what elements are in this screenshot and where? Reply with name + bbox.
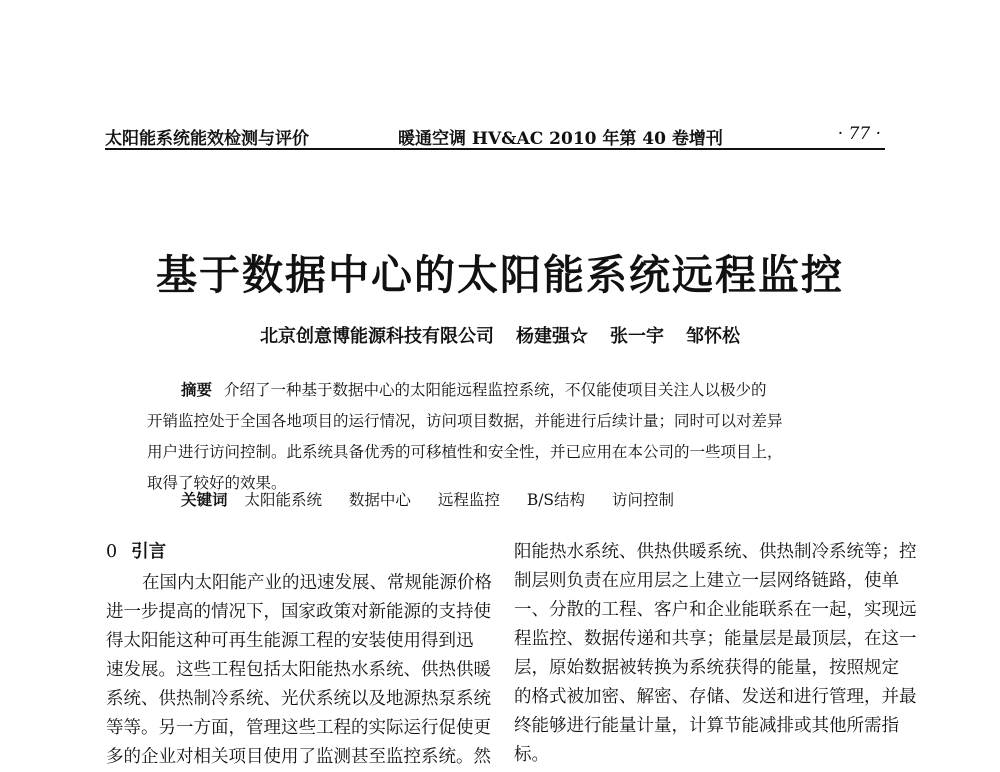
author-name: 杨建强☆ [516,326,588,347]
author-line [0,322,1000,348]
abstract-line: 开销监控处于全国各地项目的运行情况，访问项目数据，并能进行后续计量；同时可以对差异 [147,412,783,430]
keyword: 数据中心 [348,491,411,509]
keyword: B/S结构 [526,491,586,509]
body-line: 程监控、数据传递和共享；能量层是最顶层，在这一 [514,629,917,649]
abstract-line: 取得了较好的效果。 [147,474,287,492]
body-line: 的格式被加密、解密、存储、发送和进行管理，并最 [514,687,917,707]
author-name: 邹怀松 [686,326,740,347]
header-section: 太阳能系统能效检测与评价 [105,129,309,149]
body-line: 终能够进行能量计量，计算节能减排或其他所需指 [514,716,899,736]
abstract-label: 摘要 [181,380,213,399]
body-line: 标。 [514,745,549,765]
body-column-left [106,538,491,772]
abstract [147,374,859,499]
section-title: 引言 [131,542,167,562]
header-page-number: · 77 · [837,124,881,144]
paper-title: 基于数据中心的太阳能系统远程监控 [156,251,844,299]
body-line: 层，原始数据被转换为系统获得的能量，按照规定 [514,658,899,678]
header-journal: 暖通空调 HV&AC 2010 年第 40 卷增刊 [398,129,723,149]
section-number: 0 [106,542,118,562]
body-line: 进一步提高的情况下，国家政策对新能源的支持使 [106,602,491,622]
section-heading [106,538,491,567]
keyword: 太阳能系统 [244,491,322,509]
body-line: 制层则负责在应用层之上建立一层网络链路，使单 [514,571,899,591]
body-column-right [514,538,917,770]
body-line: 一、分散的工程、客户和企业能联系在一起，实现远 [514,600,917,620]
body-line: 等等。另一方面，管理这些工程的实际运行促使更 [106,718,491,738]
body-line: 多的企业对相关项目使用了监测甚至监控系统。然 [106,747,491,767]
keyword: 远程监控 [437,491,500,509]
body-line: 阳能热水系统、供热供暖系统、供热制冷系统等；控 [514,542,917,562]
affiliation: 北京创意博能源科技有限公司 [260,326,494,347]
keywords [181,488,696,510]
body-line: 系统、供热制冷系统、光伏系统以及地源热泵系统 [106,689,491,709]
abstract-line: 用户进行访问控制。此系统具备优秀的可移植性和安全性，并已应用在本公司的一些项目上， [147,443,783,461]
body-line: 速发展。这些工程包括太阳能热水系统、供热供暖 [106,660,491,680]
abstract-line: 摘要 介绍了一种基于数据中心的太阳能远程监控系统，不仅能使项目关注人以极少的 [181,380,767,399]
keyword: 访问控制 [611,491,674,509]
keywords-label: 关键词 [181,490,228,509]
body-line: 得太阳能这种可再生能源工程的安装使用得到迅 [106,631,474,651]
running-header [105,118,885,150]
body-line: 在国内太阳能产业的迅速发展、常规能源价格 [142,573,492,593]
author-name: 张一宇 [610,326,664,347]
